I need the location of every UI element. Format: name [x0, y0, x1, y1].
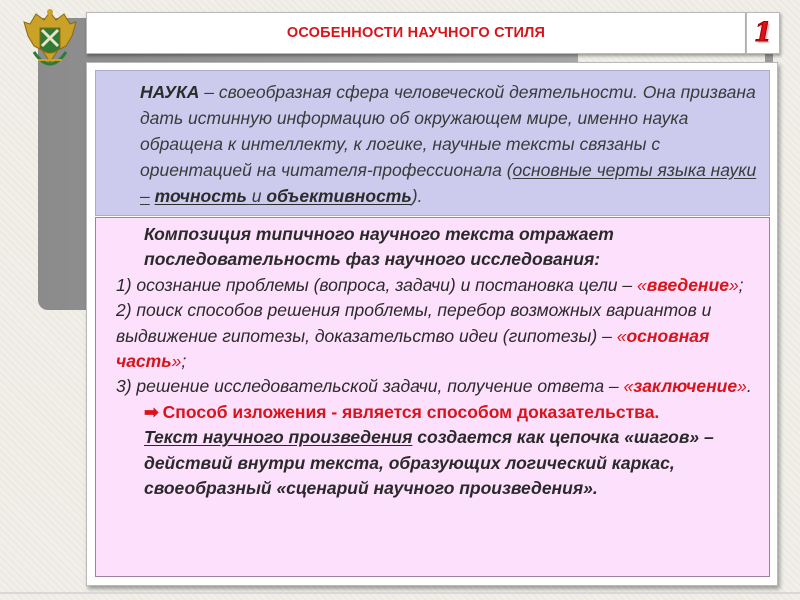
- step-1-label: введение: [646, 274, 729, 295]
- method-statement-line: [116, 400, 759, 425]
- step-3-open-quote: «: [623, 376, 634, 397]
- step-1-close-quote: »: [728, 274, 739, 295]
- composition-heading: Композиция типичного научного текста отражает последовательность фаз научного исследования:: [144, 224, 614, 270]
- step-3-label: заключение: [633, 376, 738, 397]
- science-closing: ).: [411, 186, 423, 206]
- step-2-label: основная часть: [116, 325, 710, 372]
- method-statement: Способ изложения - является способом доказательства.: [162, 401, 660, 422]
- composition-box: [95, 217, 770, 577]
- step-2-open-quote: «: [616, 325, 627, 346]
- title-bar: [86, 12, 746, 54]
- feature-conjunction: и: [246, 186, 267, 206]
- composition-step-1: [116, 273, 759, 298]
- page-title: ОСОБЕННОСТИ НАУЧНОГО СТИЛЯ: [286, 25, 546, 41]
- science-features-link: основные черты языка науки –: [140, 160, 757, 206]
- chain-statement: создается как цепочка «шагов» – действий внутри текста, образующих логический каркас, своеобразный «сценарий научного произведения».: [144, 427, 714, 499]
- science-term: НАУКА: [140, 82, 200, 102]
- composition-step-3: [116, 374, 759, 399]
- step-1-semicolon: ;: [738, 274, 744, 295]
- feature-accuracy: точность: [154, 186, 247, 206]
- step-1-text: 1) осознание проблемы (вопроса, задачи) и постановка цели –: [116, 274, 633, 295]
- science-definition-box: [95, 70, 770, 216]
- right-arrow-icon: ➡: [144, 401, 159, 422]
- step-3-close-quote: »: [737, 376, 747, 397]
- step-3-text: 3) решение исследовательской задачи, получение ответа –: [116, 376, 619, 397]
- science-definition-text: – своеобразная сфера человеческой деятельности. Она призвана дать истинную информацию об окружающем мире, именно наука обращена к интеллекту, к логике, научные тексты связаны с ориентацией на читателя-профессионала (: [140, 82, 756, 180]
- step-2-semicolon: ;: [181, 351, 187, 372]
- page-number: 1: [753, 18, 773, 48]
- step-2-close-quote: »: [171, 351, 182, 372]
- feature-objectivity: объективность: [266, 186, 412, 206]
- composition-step-2: [116, 298, 759, 374]
- step-3-period: .: [746, 376, 752, 397]
- chain-statement-paragraph: [116, 425, 759, 501]
- page-badge: [746, 12, 780, 54]
- emblem-icon: [20, 6, 80, 80]
- step-2-text: 2) поиск способов решения проблемы, перебор возможных вариантов и выдвижение гипотезы, доказательство идеи (гипотезы) –: [116, 300, 712, 346]
- science-definition-paragraph: [118, 79, 759, 209]
- step-1-open-quote: «: [637, 274, 647, 295]
- bottom-divider: [0, 592, 800, 594]
- text-underlined: Текст научного произведения: [144, 427, 413, 448]
